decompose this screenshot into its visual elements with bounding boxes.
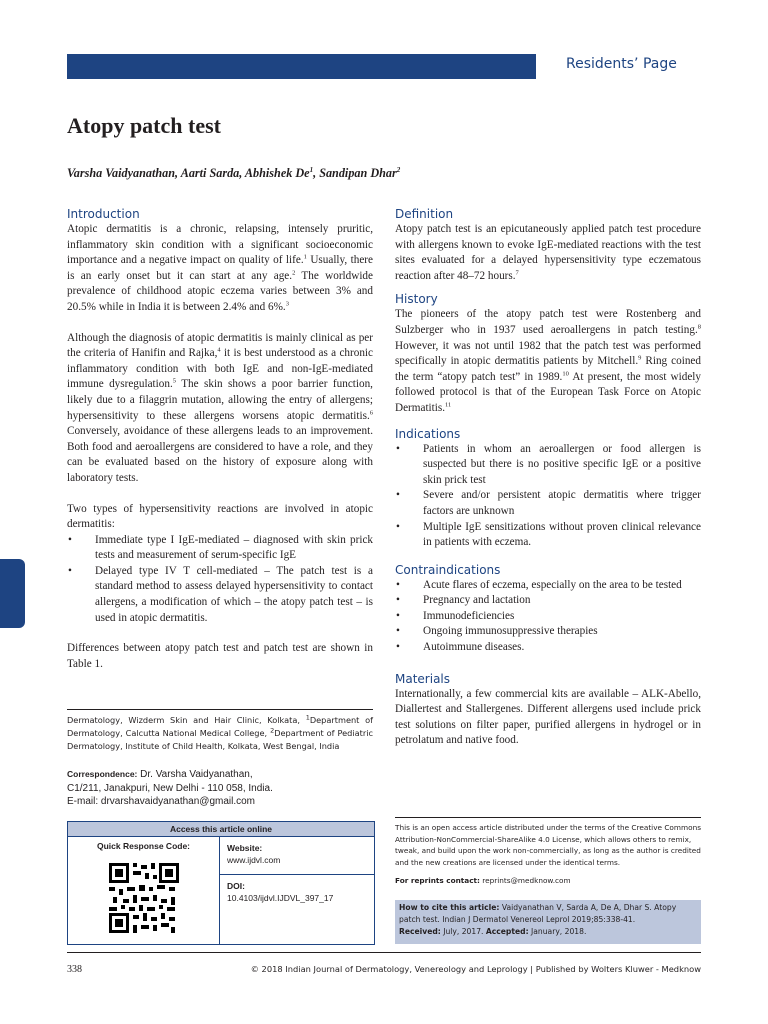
- author: , Sandipan Dhar: [313, 166, 397, 180]
- reprints-contact: For reprints contact: reprints@medknow.com: [395, 876, 571, 885]
- materials-heading: Materials: [395, 671, 451, 686]
- header-bar: [67, 54, 536, 79]
- history-text: The pioneers of the atopy patch test were Rostenberg and Sulzberger who in 1937 used aeroallergens in patch testing.$^8$ However, it was not until 1982 that the patch test was performed specifically in atopic dermatitis patients by Mitchell.$^9$ Ring coined the term “atopy patch test” in 1989.10 At present, the most widely followed protocol is that of the European Task Force on Atopic Dermatitis.$^{11}$: [395, 308, 702, 414]
- indications-list: [395, 442, 701, 551]
- intro-paragraph-1: Atopic dermatitis is a chronic, relapsing, intensely pruritic, inflammatory skin condition with a significant socioeconomic importance and a negative impact on quality of life.$^1$ Usually, there is an early onset but it can start at any age.$^2$ The worldwide prevalence of childhood atopic eczema varies between 3% and 20.5% while in India it is between 2.4% and 6%.$^3$: [67, 223, 373, 313]
- website-cell: [220, 837, 374, 875]
- list-item: • Autoimmune diseases.: [396, 641, 525, 654]
- author: Abhishek De: [244, 166, 310, 180]
- left-column: [67, 206, 373, 672]
- qr-code-icon[interactable]: [109, 863, 179, 933]
- reprints-email[interactable]: reprints@medknow.com: [479, 876, 571, 885]
- list-item: • Patients in whom an aeroallergen or food allergen is suspected but there is no positive specific IgE or a positive skin prick test: [396, 442, 701, 486]
- list-item: • Ongoing immunosuppressive therapies: [396, 625, 598, 638]
- qr-cell: [68, 837, 220, 944]
- section-label: Residents’ Page: [566, 56, 677, 72]
- author-affil-mark: 1: [309, 165, 314, 174]
- author: Varsha Vaidyanathan,: [67, 166, 181, 180]
- list-item: • Immediate type I IgE-mediated – diagnosed with skin prick tests and measurement of serum-specific IgE: [68, 533, 373, 562]
- divider: [395, 817, 701, 818]
- correspondence-email: E-mail: drvarshavaidyanathan@gmail.com: [67, 796, 256, 807]
- doi-cell: [220, 876, 374, 904]
- divider: [67, 709, 373, 710]
- access-heading: Access this article online: [68, 822, 374, 837]
- article-title: Atopy patch test: [67, 113, 221, 138]
- intro-paragraph-3: Two types of hypersensitivity reactions are involved in atopic dermatitis:: [67, 502, 373, 531]
- citation-text: How to cite this article: Vaidyanathan V, Sarda A, De A, Dhar S. Atopy patch test. Indian J Dermatol Venereol Leprol 2019;85:338-41.: [399, 903, 677, 924]
- definition-text: Atopy patch test is an epicutaneously applied patch test procedure with allergens known to evoke IgE-mediated reactions with the test sites evaluated for a delayed hypersensitivity type eczematous reaction after 48–72 hours.$^7$: [395, 223, 701, 282]
- website-label: Website:: [227, 843, 263, 853]
- side-tab: [0, 559, 25, 628]
- materials-text: Internationally, a few commercial kits are available – ALK-Abello, Diallertest and Stallergenes. Different allergens used include prick test solutions on filter paper, purified allergens in hydrogel or in petrolatum and native food.: [395, 687, 701, 747]
- author-affil-mark: 2: [396, 165, 401, 174]
- access-article-box: [67, 821, 375, 945]
- footer-divider: [67, 952, 701, 953]
- footer-copyright: © 2018 Indian Journal of Dermatology, Venereology and Leprology | Published by Wolters Kluwer - Medknow: [250, 964, 701, 974]
- history-heading: History: [395, 292, 438, 307]
- list-item: • Delayed type IV T cell-mediated – The patch test is a standard method to assess delayed hypersensitivity to contact allergens, a modification of which – the atopy patch test – is used in atopic dermatitis.: [68, 564, 373, 624]
- introduction-heading: Introduction: [67, 207, 140, 221]
- list-item: • Immunodeficiencies: [396, 609, 515, 622]
- author-list: [67, 166, 400, 181]
- citation-box: [395, 900, 701, 944]
- affiliations: Dermatology, Wizderm Skin and Hair Clinic, Kolkata, $^1$Department of Dermatology, Calcutta National Medical College, $^2$Department of Pediatric Dermatology, Institute of Child Health, Kolkata, West Bengal, India: [67, 713, 373, 751]
- list-item: • Multiple IgE sensitizations without proven clinical relevance in patients with eczema.: [396, 520, 701, 549]
- correspondence-label: Correspondence:: [67, 769, 138, 779]
- qr-label: Quick Response Code:: [96, 841, 191, 851]
- author: Aarti Sarda,: [180, 166, 245, 180]
- doi-label: DOI:: [227, 881, 245, 891]
- contraindications-list: [395, 578, 701, 656]
- definition-heading: Definition: [395, 207, 454, 221]
- list-item: • Pregnancy and lactation: [396, 594, 531, 607]
- list-item: • Severe and/or persistent atopic dermatitis where trigger factors are unknown: [396, 489, 701, 517]
- open-access-notice: This is an open access article distributed under the terms of the Creative Commons Attribution-NonCommercial-ShareAlike 4.0 License, which allows others to remix, tweak, and build upon the work non-commercially, as long as the author is credited and the new creations are licensed under the identical terms.: [395, 823, 702, 867]
- page-number: 338: [67, 964, 82, 975]
- hypersensitivity-list: [67, 533, 373, 627]
- dates: Received: July, 2017. Accepted: January, 2018.: [399, 927, 587, 936]
- website-link[interactable]: www.ijdvl.com: [227, 855, 281, 865]
- contraindications-heading: Contraindications: [395, 562, 501, 577]
- intro-paragraph-4: Differences between atopy patch test and patch test are shown in Table 1.: [67, 642, 373, 670]
- right-column: [395, 206, 701, 749]
- intro-paragraph-2: Although the diagnosis of atopic dermatitis is mainly clinical as per the criteria of Hanifin and Rajka,$^4$ it is best understood as a chronic inflammatory condition with both IgE and non-IgE-mediated immune dysregulation.$^5$ The skin shows a poor barrier function, likely due to a filaggrin mutation, allowing the entry of allergens; hypersensitivity to these allergens worsens atopic dermatitis.$^6$ Conversely, avoidance of these allergens leads to an improvement. Both food and aeroallergens are considered to have a role, and they can be evaluated based on the history of exposure along with laboratory tests.: [67, 331, 373, 484]
- correspondence: Correspondence: Dr. Varsha Vaidyanathan, C1/211, Janakpuri, New Delhi - 110 058, India. E-mail: drvarshavaidyanathan@gmail.com: [67, 768, 373, 809]
- list-item: • Acute flares of eczema, especially on the area to be tested: [396, 578, 682, 591]
- doi-link[interactable]: 10.4103/ijdvl.IJDVL_397_17: [227, 893, 334, 903]
- indications-heading: Indications: [395, 426, 461, 441]
